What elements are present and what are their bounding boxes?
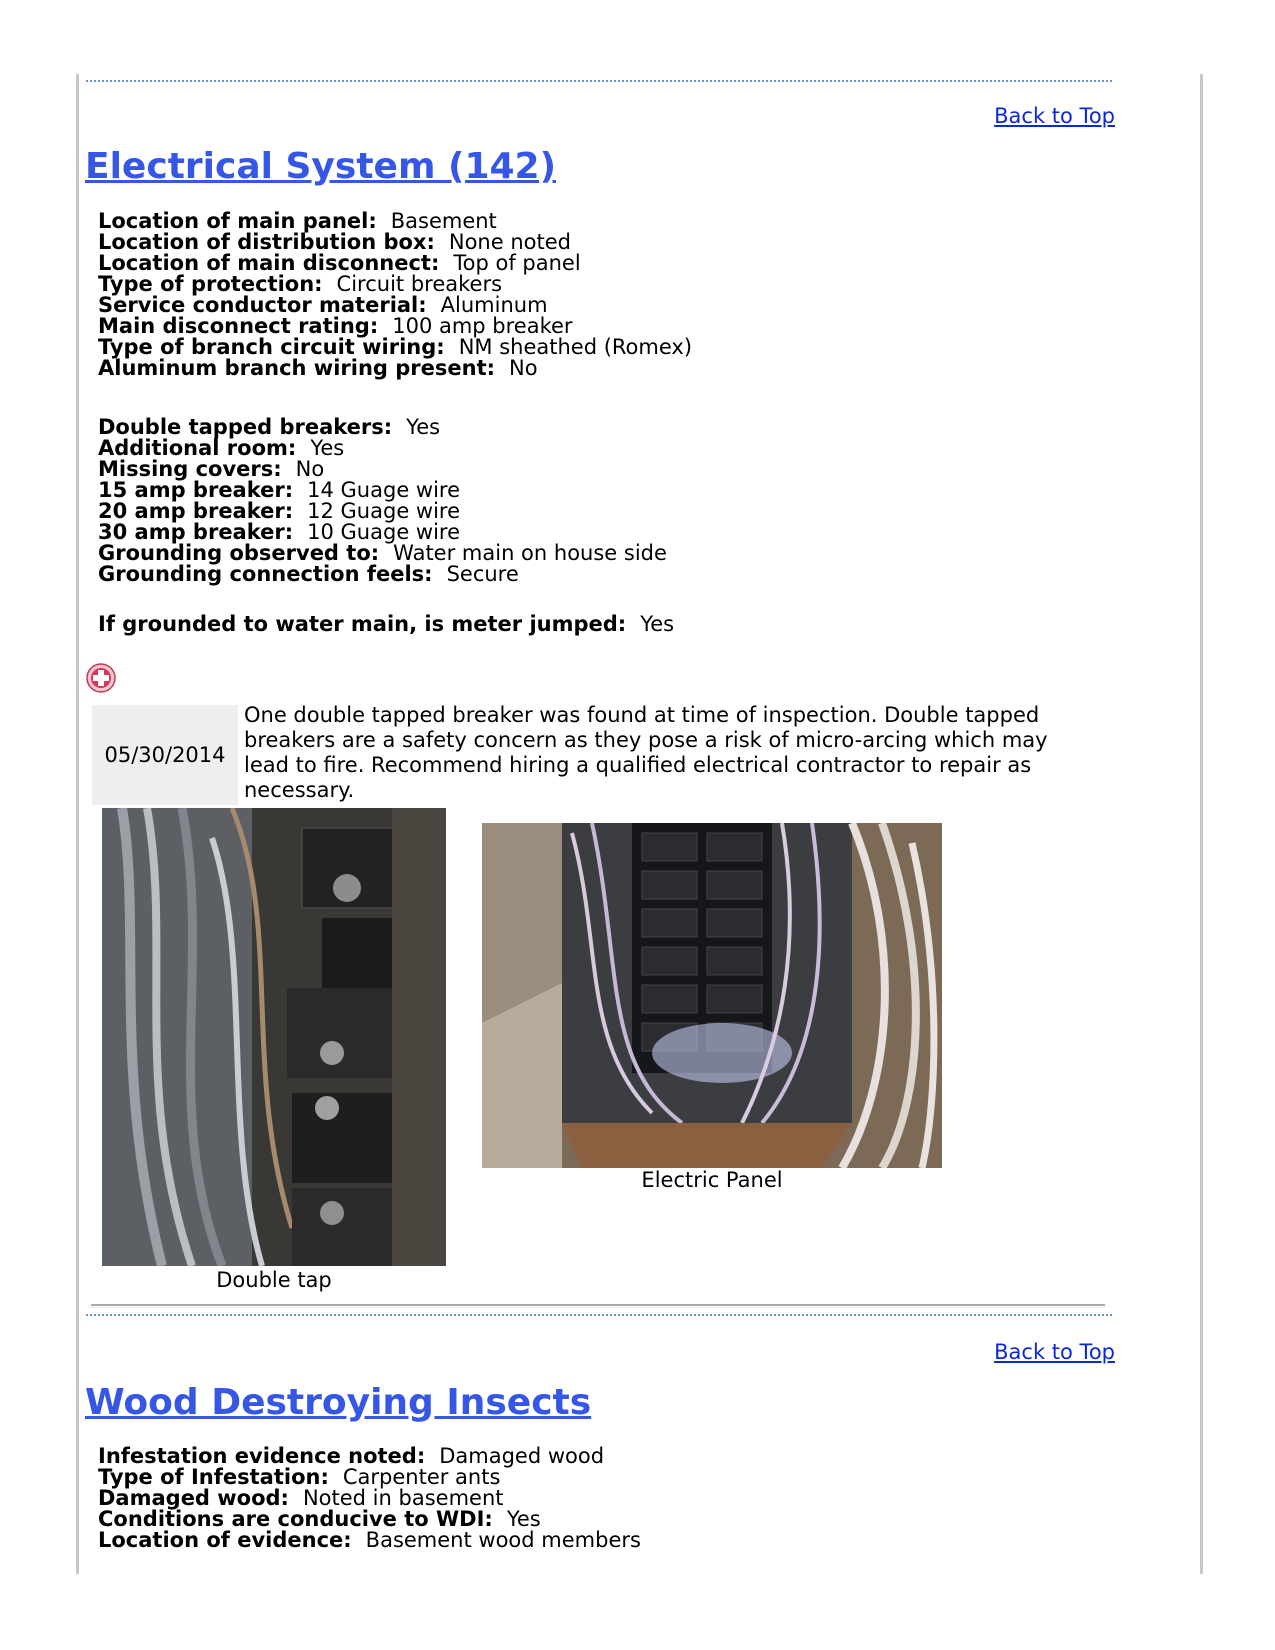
- field-row: Location of evidence: Basement wood members: [98, 1528, 641, 1552]
- photo-double-tap[interactable]: [102, 808, 446, 1266]
- field-row: Additional room: Yes: [98, 436, 345, 460]
- comment-text: One double tapped breaker was found at time of inspection. Double tapped breakers are a safety concern as they pose a risk of micro-arcing which may lead to fire. Recommend hiring a qualified electrical contractor to repair as necessary.: [244, 703, 1048, 802]
- field-row: Main disconnect rating: 100 amp breaker: [98, 314, 573, 338]
- electrical-fields-group-3: [98, 614, 674, 635]
- field-row: Type of protection: Circuit breakers: [98, 272, 503, 296]
- photo-electric-panel[interactable]: [482, 823, 942, 1168]
- field-row: Location of main disconnect: Top of panel: [98, 251, 581, 275]
- page-right-border: [1200, 74, 1203, 1574]
- section-divider: [86, 80, 1112, 82]
- field-row: 30 amp breaker: 10 Guage wire: [98, 520, 461, 544]
- field-row: Missing covers: No: [98, 457, 325, 481]
- back-to-top-link[interactable]: Back to Top: [994, 104, 1115, 128]
- field-row: Grounding connection feels: Secure: [98, 562, 519, 586]
- comment-date: 05/30/2014: [92, 705, 238, 805]
- field-row: Type of Infestation: Carpenter ants: [98, 1465, 501, 1489]
- section-end-rule: [91, 1304, 1105, 1308]
- field-row: Service conductor material: Aluminum: [98, 293, 548, 317]
- photo-caption-electric-panel: Electric Panel: [641, 1168, 783, 1192]
- electrical-fields-group-1: [98, 211, 692, 379]
- field-row: Double tapped breakers: Yes: [98, 415, 441, 439]
- field-row: Type of branch circuit wiring: NM sheathed (Romex): [98, 335, 693, 359]
- field-row: If grounded to water main, is meter jumped: Yes: [98, 612, 675, 636]
- field-row: 20 amp breaker: 12 Guage wire: [98, 499, 461, 523]
- wdi-fields: [98, 1446, 641, 1551]
- field-row: Location of main panel: Basement: [98, 209, 497, 233]
- section-divider: [86, 1314, 1112, 1316]
- field-row: Damaged wood: Noted in basement: [98, 1486, 504, 1510]
- photo-caption-double-tap: Double tap: [216, 1268, 332, 1292]
- field-row: Aluminum branch wiring present: No: [98, 356, 538, 380]
- field-row: Location of distribution box: None noted: [98, 230, 571, 254]
- field-row: 15 amp breaker: 14 Guage wire: [98, 478, 461, 502]
- page-left-border: [76, 74, 79, 1574]
- field-row: Grounding observed to: Water main on house side: [98, 541, 667, 565]
- section-title-wdi[interactable]: Wood Destroying Insects: [85, 1382, 592, 1423]
- section-title-electrical[interactable]: Electrical System (142): [85, 146, 557, 187]
- electrical-fields-group-2: [98, 417, 667, 585]
- back-to-top-link[interactable]: Back to Top: [994, 1340, 1115, 1364]
- field-row: Conditions are conducive to WDI: Yes: [98, 1507, 541, 1531]
- plus-circle-icon[interactable]: [86, 663, 116, 693]
- field-row: Infestation evidence noted: Damaged wood: [98, 1444, 605, 1468]
